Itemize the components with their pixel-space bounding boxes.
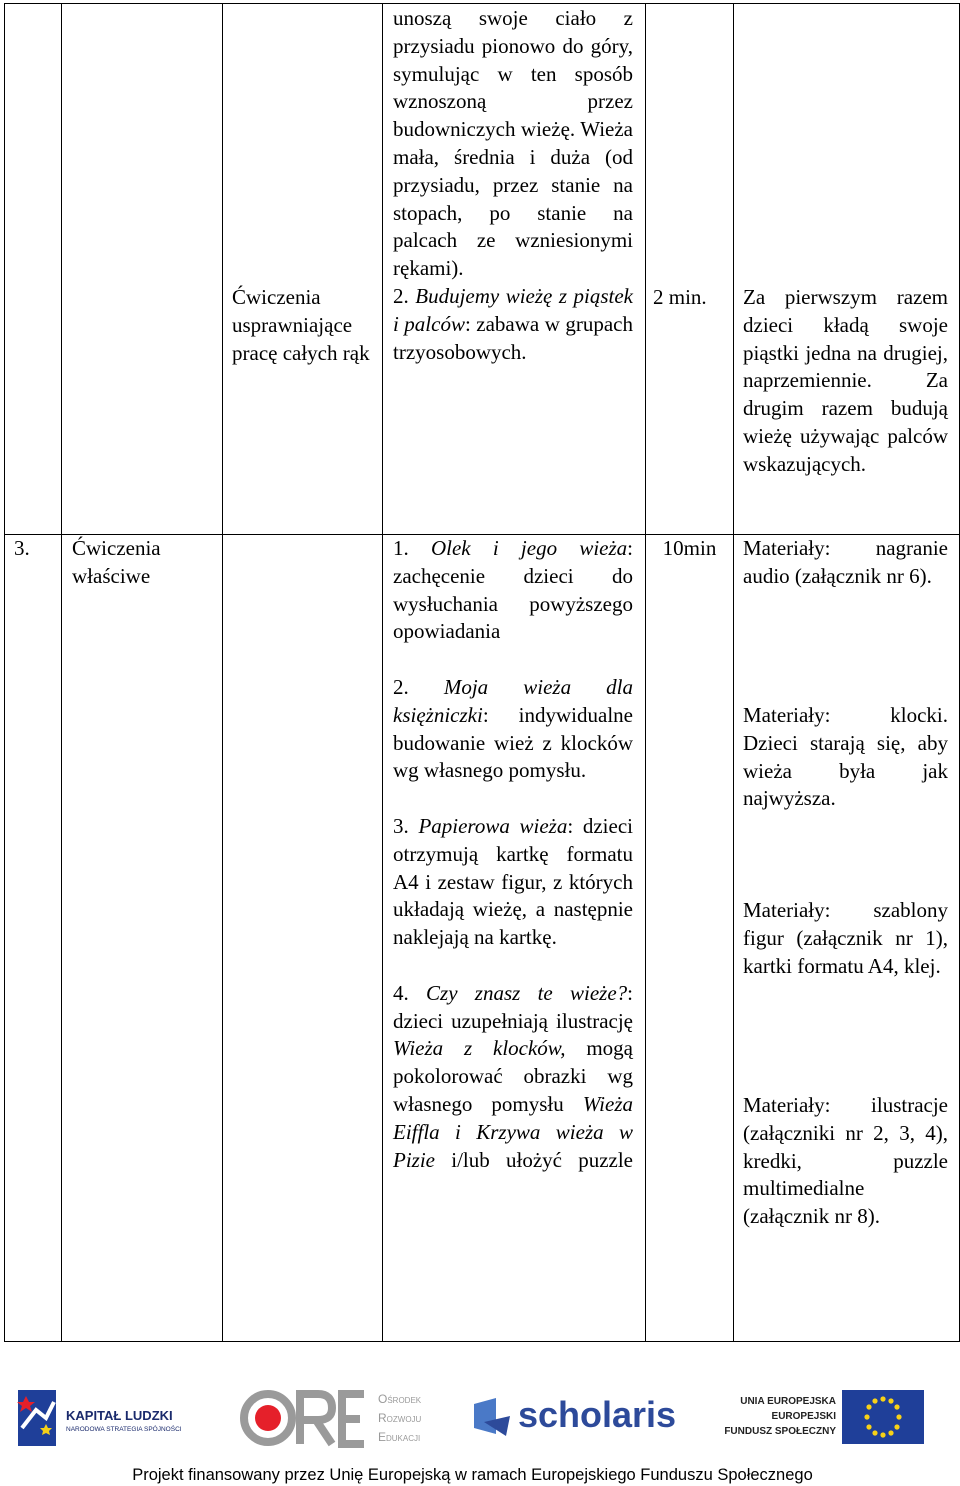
activity-description-cell <box>393 5 633 366</box>
table-column-divider <box>222 3 223 1342</box>
table-border-left <box>4 3 5 1342</box>
exercise-item-3: 3. Papierowa wieża: dzieci otrzymują kartkę formatu A4 i zestaw figur, z których układają wieżę, a następnie naklejają na kartkę. <box>393 813 633 950</box>
scholaris-logo <box>470 1394 680 1444</box>
ore-text: Ośrodek Rozwoju Edukacji <box>378 1392 422 1444</box>
footer-logos <box>0 1380 960 1460</box>
description-paragraph: unoszą swoje ciało z przysiadu pionowo do góry, symulując w ten sposób wznoszoną przez budowniczych wieżę. Wieża mała, średnia i duża (od przysiadu, przez stanie na stopach, po stanie na palcach ze wzniesionymi rękami). <box>393 6 633 281</box>
activity-name-cell: Ćwiczenia usprawniające pracę całych rąk <box>232 285 370 365</box>
ore-mark-icon <box>238 1386 368 1448</box>
eu-flag-icon <box>842 1390 924 1444</box>
table-column-divider <box>733 3 734 1342</box>
note-item-1: Materiały: nagranie audio (załącznik nr 6). <box>743 536 948 588</box>
notes-cell <box>743 535 948 1231</box>
note-item-4: Materiały: ilustracje (załączniki nr 2, 3, 4), kredki, puzzle multimedialne (załącznik nr 8). <box>743 1093 948 1229</box>
table-column-divider <box>61 3 62 1342</box>
activity-description-cell <box>393 535 633 1174</box>
time-cell: 2 min. <box>653 285 707 309</box>
table-border-bottom <box>4 1341 960 1342</box>
note-item-2: Materiały: klocki. Dzieci starają się, aby wieża była jak najwyższa. <box>743 703 948 811</box>
kapital-ludzki-emblem-icon <box>16 1388 60 1448</box>
notes-cell: Za pierwszym razem dzieci kładą swoje piąstki jedna na drugiej, naprzemiennie. Za drugim razem budują wieżę używając palców wskazujących. <box>743 285 948 476</box>
eu-logo <box>718 1390 928 1450</box>
exercise-item-1: 1. Olek i jego wieża: zachęcenie dzieci do wysłuchania powyższego opowiadania <box>393 536 633 644</box>
ore-logo <box>238 1386 438 1456</box>
funding-note: Projekt finansowany przez Unię Europejską w ramach Europejskiego Funduszu Społecznego <box>132 1466 813 1484</box>
exercise-item-4: 4. Czy znasz te wieże?: dzieci uzupełniają ilustrację Wieża z klocków, mogą pokolorować obrazki wg własnego pomysłu Wieża Eiffla i Krzywa wieża w Pizie i/lub ułożyć puzzle <box>393 980 634 1172</box>
scholaris-icon <box>470 1394 516 1440</box>
kapital-ludzki-logo <box>16 1388 196 1448</box>
table-column-divider <box>382 3 383 1342</box>
exercise-item-2: 2. Moja wieża dla księżniczki: indywidualne budowanie wież z klocków wg własnego pomysłu. <box>393 674 634 783</box>
kapital-ludzki-subtitle: NARODOWA STRATEGIA SPÓJNOŚCI <box>66 1426 182 1433</box>
stage-name: Ćwiczenia właściwe <box>72 536 161 588</box>
table-border-top <box>4 3 960 4</box>
table-column-divider <box>645 3 646 1342</box>
scholaris-wordmark: scholaris <box>518 1394 677 1435</box>
eu-text: UNIA EUROPEJSKA EUROPEJSKI FUNDUSZ SPOŁECZNY <box>724 1396 836 1437</box>
kapital-ludzki-title: KAPITAŁ LUDZKI <box>66 1408 173 1423</box>
note-item-3: Materiały: szablony figur (załącznik nr 1), kartki formatu A4, klej. <box>743 898 948 978</box>
time-cell: 10min <box>662 536 717 560</box>
description-paragraph: 2. Budujemy wieżę z piąstek i palców: zabawa w grupach trzyosobowych. <box>393 283 634 364</box>
stage-number: 3. <box>14 536 30 560</box>
lesson-table <box>4 3 959 1342</box>
